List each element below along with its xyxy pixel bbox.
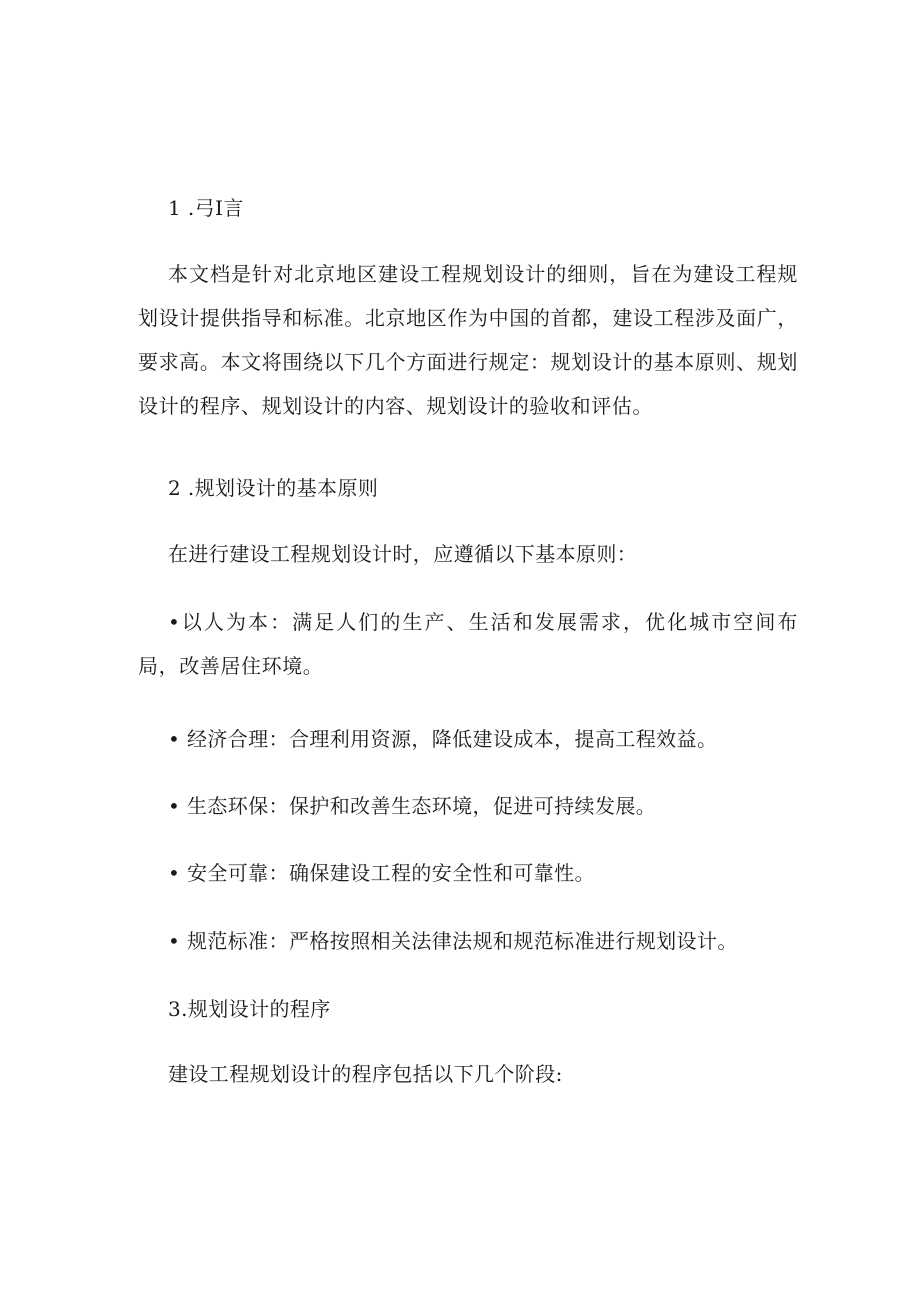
bullet-safety: • 安全可靠：确保建设工程的安全性和可靠性。 bbox=[168, 861, 595, 885]
section-heading-procedure: 3.规划设计的程序 bbox=[168, 997, 331, 1021]
bullet-ecological: • 生态环保：保护和改善生态环境，促进可持续发展。 bbox=[168, 794, 657, 818]
section-heading-introduction: 1 .弓I言 bbox=[168, 196, 244, 220]
intro-paragraph: 本文档是针对北京地区建设工程规划设计的细则，旨在为建设工程规划设计提供指导和标准。北京地区作为中国的首都，建设工程涉及面广，要求高。本文将围绕以下几个方面进行规定：规划设计的基本原则、规划设计的程序、规划设计的内容、规划设计的验收和评估。 bbox=[138, 262, 798, 418]
bullet-people-oriented: •以人为本：满足人们的生产、生活和发展需求，优化城市空间布局，改善居住环境。 bbox=[138, 610, 798, 678]
principles-intro-paragraph: 在进行建设工程规划设计时，应遵循以下基本原则： bbox=[168, 542, 638, 566]
bullet-economic: • 经济合理：合理利用资源，降低建设成本，提高工程效益。 bbox=[168, 727, 718, 751]
bullet-standards: • 规范标准：严格按照相关法律法规和规范标准进行规划设计。 bbox=[168, 929, 738, 953]
section-heading-principles: 2 .规划设计的基本原则 bbox=[168, 476, 379, 500]
procedure-intro-paragraph: 建设工程规划设计的程序包括以下几个阶段: bbox=[168, 1062, 563, 1086]
